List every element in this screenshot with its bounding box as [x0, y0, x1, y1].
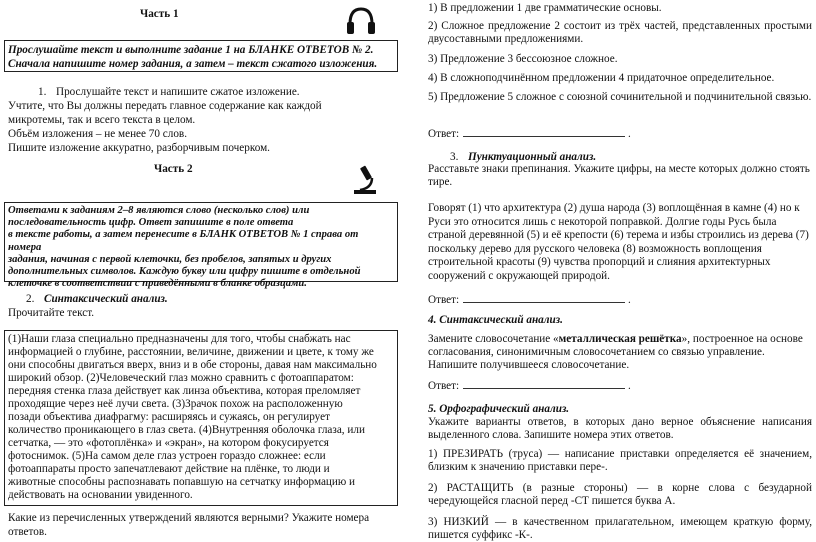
microscope-icon [350, 164, 380, 196]
task1-line5: Пишите изложение аккуратно, разборчивым почерком. [8, 142, 270, 154]
part1-instructions-box: Прослушайте текст и выполните задание 1 на БЛАНКЕ ОТВЕТОВ № 2. Сначала напишите номер задания, а затем – текст сжатого изложения. [4, 40, 398, 72]
statement-2: 2) Сложное предложение 2 состоит из трёх частей, представленных простыми двусоставными предложениями. [428, 20, 812, 45]
headphones-icon [344, 4, 378, 38]
part2-title: Часть 2 [154, 163, 193, 175]
task2-number: 2. [26, 293, 35, 305]
task4-title: 4. Синтаксический анализ. [428, 314, 563, 326]
text-line: передняя стенка глаза действует как линза объектива, которая преломляет [8, 385, 361, 397]
part2-box-line: Ответами к заданиям 2–8 являются слово (несколько слов) или [8, 205, 310, 216]
question-line2: ответов. [8, 526, 47, 538]
text-line: информацией о глубине, расстоянии, величине, движении и цвете, к тому же [8, 346, 374, 358]
task1-line4: Объём изложения – не менее 70 слов. [8, 128, 187, 140]
question-line1: Какие из перечисленных утверждений являются верными? Укажите номера [8, 512, 370, 524]
answer-field-3[interactable] [428, 292, 631, 307]
part1-title: Часть 1 [140, 8, 179, 20]
text-line: сетчатка, — это «фотоплёнка» и «экран», на котором фокусируется [8, 437, 329, 449]
statement-3: 3) Предложение 3 бессоюзное сложное. [428, 53, 618, 65]
text-line: действовать на основании увиденного. [8, 489, 193, 501]
task3-number: 3. [450, 151, 459, 163]
part2-instructions-box [4, 202, 398, 290]
task1-line3: микротемы, так и всего текста в целом. [8, 114, 196, 126]
answer-field-4[interactable] [428, 378, 631, 393]
text-line: они способны двигаться вверх, вниз и в обе стороны, давая нам максимально [8, 359, 377, 371]
task1-text: Прослушайте текст и напишите сжатое изложение. [56, 86, 300, 98]
part2-box-line: последовательность цифр. Ответ запишите в поле ответа [8, 217, 294, 229]
text-line: проходящие через неё лучи света. (3)Зрачок похож на расположенную [8, 398, 343, 410]
option-3: 3) НИЗКИЙ — в качественном прилагательном, имеющем краткую форму, пишется суффикс -К-. [428, 516, 812, 541]
task3-text: Говорят (1) что архитектура (2) душа народа (3) воплощённая в камне (4) но к Руси это относится лишь с некоторой поправкой. Долгие годы Русь была страной деревянной (5) и её крепости (6) терема и избы строились из дерева (7) поскольку дерево для русского человека (8) возможность воплощения строительной красоты (9) чувства пропорций и слияния архитектурных сооружений с окружающей природой. [428, 202, 809, 282]
answer-label: Ответ: [428, 128, 460, 140]
task4-phrase: металлическая решётка [558, 333, 682, 345]
task5-instruction: Укажите варианты ответов, в которых дано верное объяснение написания выделенного слова. Запишите номера этих ответов. [428, 416, 812, 441]
task2-instruction: Прочитайте текст. [8, 307, 95, 319]
text-line: широкий обзор. (2)Человеческий глаз можно сравнить с фотоаппаратом: [8, 372, 354, 384]
task1-line2: Учтите, что Вы должны передать главное содержание как каждой [8, 100, 322, 112]
answer-field-1[interactable] [428, 126, 631, 141]
text-line: фотоаппараты просто запечатлевают действие на плёнке, то люди и [8, 463, 330, 475]
task1-number: 1. [38, 86, 47, 98]
reading-text-box [4, 330, 398, 506]
task3-title: Пунктуационный анализ. [468, 151, 597, 163]
text-line: фотоснимок. (5)На самом деле глаз устроен гораздо сложнее: если [8, 450, 326, 462]
part2-box-line: клеточке в соответствии с приведёнными в бланке образцами. [8, 278, 307, 290]
task2-title: Синтаксический анализ. [44, 293, 168, 305]
task3-instruction: Расставьте знаки препинания. Укажите цифры, на месте которых должно стоять тире. [428, 163, 810, 188]
part2-box-line: дополнительных символов. Каждую букву или цифру пишите в отдельной [8, 266, 361, 278]
answer-line[interactable] [463, 292, 625, 303]
text-line: количество проникающего в глаз света. (4)Внутренняя оболочка глаза, или [8, 424, 365, 436]
answer-line[interactable] [463, 126, 625, 137]
answer-line[interactable] [463, 378, 625, 389]
part2-box-line: задания, начиная с первой клеточки, без пробелов, запятых и других [8, 253, 332, 265]
part2-box-line: в тексте работы, а затем перенесите в БЛАНК ОТВЕТОВ № 1 справа от номера [8, 229, 359, 253]
task4-instruction [428, 333, 812, 372]
answer-dot: . [627, 380, 631, 392]
answer-dot: . [627, 294, 631, 306]
option-2: 2) РАСТАЩИТЬ (в разные стороны) — в корне слова с безударной чередующейся гласной перед -СТ пишется буква А. [428, 482, 812, 507]
statement-1: 1) В предложении 1 две грамматические основы. [428, 2, 662, 14]
text-line: животные способны распознавать попавшую на сетчатку информацию и [8, 476, 356, 488]
answer-dot: . [627, 128, 631, 140]
statement-4: 4) В сложноподчинённом предложении 4 придаточное определительное. [428, 72, 775, 84]
option-1: 1) ПРЕЗИРАТЬ (труса) — написание приставки определяется её значением, близким к значению приставки пере-. [428, 448, 812, 473]
answer-label: Ответ: [428, 380, 460, 392]
task4-post: », построенное на основе согласования, синонимичным словосочетанием со связью управление. Напишите получившееся словосочетание. [428, 333, 803, 371]
task5-title: 5. Орфографический анализ. [428, 403, 570, 415]
text-line: (1)Наши глаза специально предназначены для того, чтобы снабжать нас [8, 333, 351, 345]
answer-label: Ответ: [428, 294, 460, 306]
text-line: позади объектива диафрагму: расширяясь и сужаясь, он регулирует [8, 411, 330, 423]
statement-5: 5) Предложение 5 сложное с союзной сочинительной и подчинительной связью. [428, 91, 812, 103]
task4-pre: Замените словосочетание « [428, 333, 559, 345]
